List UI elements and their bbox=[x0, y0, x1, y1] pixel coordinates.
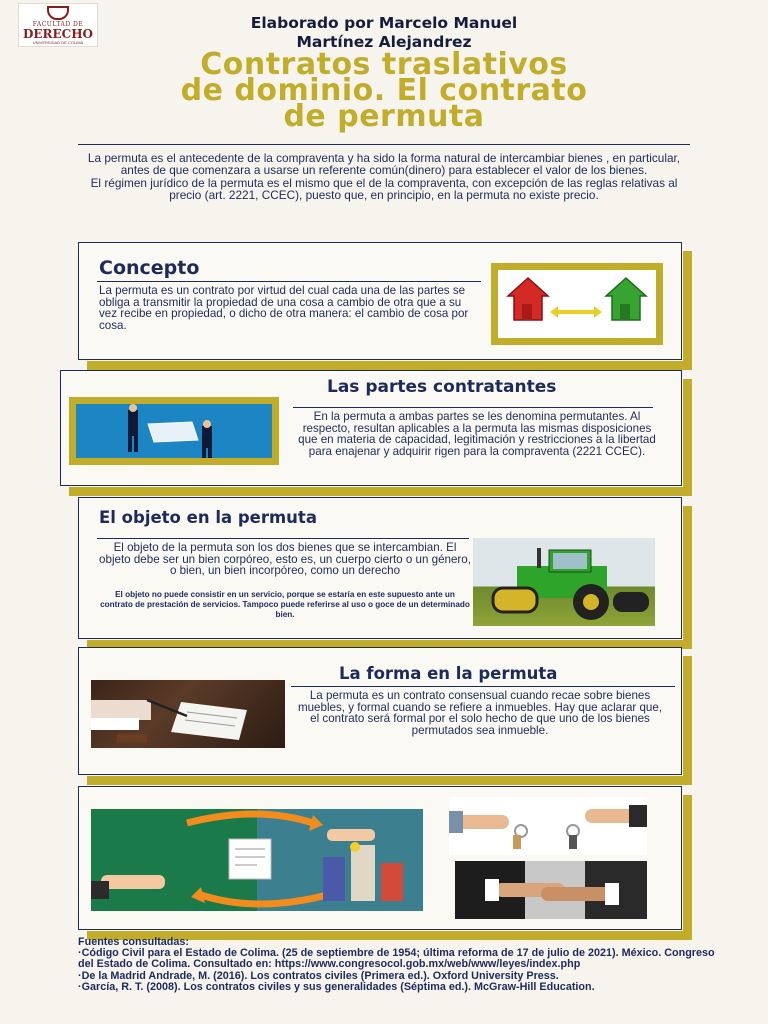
objeto-rule bbox=[97, 538, 469, 539]
concepto-body: La permuta es un contrato por virtud del cual cada una de las partes se obliga a transmitir la propiedad de una cosa a cambio de otra que a su vez recibe en propiedad, o dicho de otra manera: el cambio de cosa por cosa. bbox=[99, 284, 469, 333]
author-line-1: Elaborado por Marcelo Manuel bbox=[250, 14, 518, 32]
sources-heading: Fuentes consultadas: bbox=[78, 936, 189, 948]
forma-rule bbox=[291, 686, 675, 687]
objeto-card bbox=[78, 497, 682, 639]
tractor-image bbox=[473, 538, 655, 626]
intro-paragraph-1: La permuta es el antecedente de la compraventa y ha sido la forma natural de intercambiar bienes , en particular, antes de que comenzara a usarse un referente común(dinero) para establecer el valor de los bienes. bbox=[87, 151, 681, 178]
house-red-icon bbox=[508, 278, 548, 320]
intro-divider bbox=[78, 144, 690, 145]
logo-bottom-text: UNIVERSIDAD DE COLIMA bbox=[32, 39, 84, 45]
exchange-illustration bbox=[91, 809, 423, 911]
objeto-heading: El objeto en la permuta bbox=[99, 508, 317, 527]
partes-card bbox=[60, 370, 682, 486]
houses-exchange-icon bbox=[498, 270, 656, 338]
keys-image bbox=[449, 797, 647, 855]
signing-image bbox=[91, 680, 285, 748]
title-line-2: de dominio. El contrato bbox=[180, 73, 588, 108]
partes-body: En la permuta a ambas partes se les denomina permutantes. Al respecto, resultan aplicables a la permuta las mismas disposiciones que en materia de capacidad, legitimación y restricciones a la libertad para enajenar y adquirir rigen para la compraventa (2221 CCEC). bbox=[298, 410, 656, 459]
concepto-heading: Concepto bbox=[99, 257, 200, 279]
partes-heading: Las partes contratantes bbox=[327, 377, 557, 397]
sources bbox=[78, 937, 718, 993]
logo-main-text: DERECHO bbox=[22, 26, 93, 41]
house-green-icon bbox=[606, 278, 646, 320]
exchange-arrow-icon bbox=[550, 306, 602, 318]
title-line-3: de permuta bbox=[283, 99, 485, 134]
page-title bbox=[60, 47, 708, 134]
forma-body: La permuta es un contrato consensual cuando recae sobre bienes muebles, y formal cuando se refiere a inmuebles. Hay que aclarar que, el contrato será formal por el solo hecho de que uno de los bienes permutados sea inmueble. bbox=[297, 689, 663, 738]
negotiation-illustration bbox=[76, 404, 272, 458]
intro-text bbox=[78, 152, 690, 202]
forma-card bbox=[78, 647, 682, 775]
source-2: ·De la Madrid Andrade, M. (2016). Los contratos civiles (Primera ed.). Oxford University Press. bbox=[78, 969, 559, 982]
handshake-image bbox=[455, 861, 647, 919]
houses-frame bbox=[491, 263, 663, 345]
partes-image-frame bbox=[69, 397, 279, 465]
source-3: ·García, R. T. (2008). Los contratos civiles y sus generalidades (Séptima ed.). McGraw-Hill Education. bbox=[78, 980, 595, 993]
illustrations-card bbox=[78, 786, 682, 930]
concepto-rule bbox=[97, 281, 481, 282]
partes-rule bbox=[293, 407, 653, 408]
title-line-1: Contratos traslativos bbox=[200, 47, 568, 82]
source-1: ·Código Civil para el Estado de Colima. (25 de septiembre de 1954; última reforma de 17 de julio de 2021). México. Congreso del Estado de Colima. Consultado en: https://www.congresocol.gob.mx/web/www/leyes/index.php bbox=[78, 947, 715, 971]
concepto-card bbox=[78, 242, 682, 360]
forma-heading: La forma en la permuta bbox=[339, 664, 558, 683]
intro-paragraph-2: El régimen jurídico de la permuta es el mismo que el de la compraventa, con excepción de las reglas relativas al precio (art. 2221, CCEC), puesto que, en principio, en la permuta no existe precio. bbox=[90, 175, 678, 203]
objeto-note: El objeto no puede consistir en un servicio, porque se estaría en este supuesto ante un contrato de prestación de servicios. Tampoco puede referirse al uso o goce de un determinado bien. bbox=[100, 590, 470, 619]
author-line-2: Martínez Alejandrez bbox=[296, 33, 472, 51]
logo-top-text: FACULTAD DE bbox=[32, 20, 84, 28]
objeto-body: El objeto de la permuta son los dos bienes que se intercambian. El objeto debe ser un bien corpóreo, esto es, un cuerpo cierto o un género, o bien, un bien incorpóreo, como un derecho bbox=[99, 541, 471, 578]
